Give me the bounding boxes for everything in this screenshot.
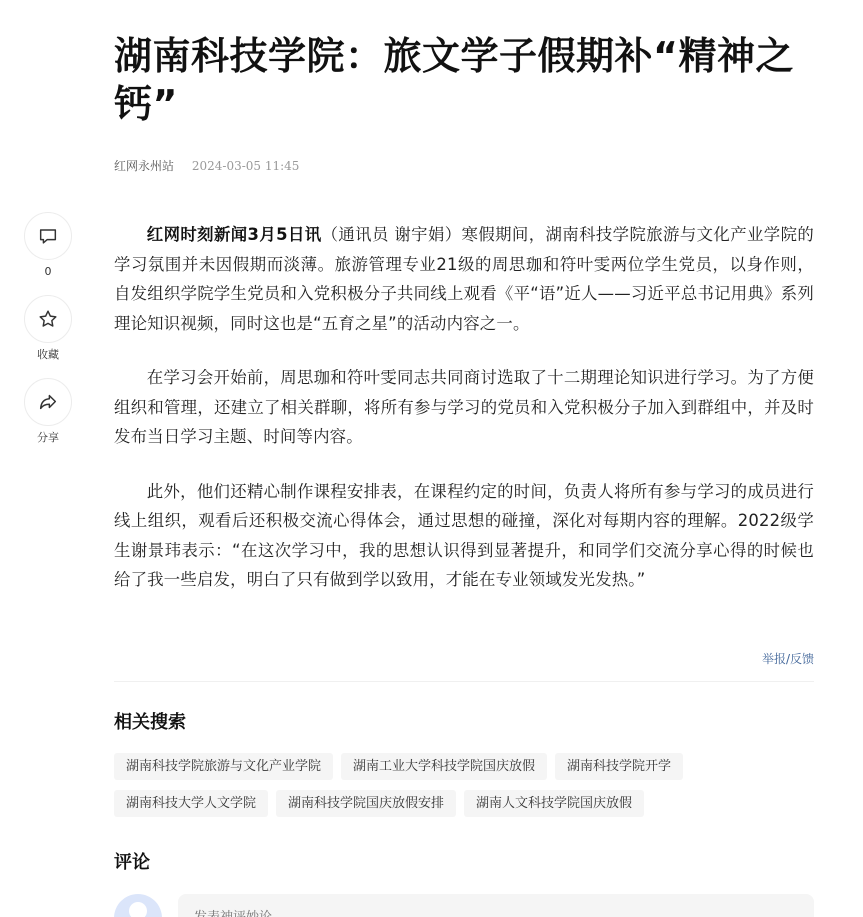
favorite-label: 收藏 <box>37 348 59 361</box>
comment-button[interactable] <box>24 212 72 260</box>
article-title: 湖南科技学院：旅文学子假期补“精神之钙” <box>114 34 794 126</box>
article-paragraph <box>114 220 814 338</box>
favorite-button[interactable] <box>24 295 72 343</box>
article-source[interactable]: 红网永州站 <box>114 159 175 173</box>
comment-action[interactable] <box>24 212 72 279</box>
article-lead: 红网时刻新闻3月5日讯 <box>146 225 322 244</box>
article-meta <box>114 157 299 175</box>
avatar <box>114 894 162 917</box>
related-search-tag[interactable]: 湖南科技学院国庆放假安排 <box>276 790 456 817</box>
article-time: 2024-03-05 11:45 <box>191 159 300 173</box>
star-icon <box>37 308 59 330</box>
comment-count: 0 <box>44 265 52 278</box>
article-paragraph-text: （通讯员 谢宇娟）寒假期间，湖南科技学院旅游与文化产业学院的学习氛围并未因假期而淡薄。旅游管理专业21级的周思珈和符叶雯两位学生党员，以身作则，自发组织学院学生党员和入党积极分子共同线上观看《平“语”近人——习近平总书记用典》系列理论知识视频，同时这也是“五育之星”的活动内容之一。 <box>114 225 814 333</box>
article-body <box>114 220 814 620</box>
comments-title: 评论 <box>114 852 150 873</box>
section-divider <box>114 681 814 682</box>
favorite-action[interactable] <box>24 295 72 362</box>
related-search-tag[interactable]: 湖南科技大学人文学院 <box>114 790 268 817</box>
share-action[interactable] <box>24 378 72 445</box>
comment-input[interactable] <box>178 894 814 917</box>
related-search-tag[interactable]: 湖南工业大学科技学院国庆放假 <box>341 753 547 780</box>
related-search-title: 相关搜索 <box>114 712 186 733</box>
side-action-bar <box>24 212 72 461</box>
related-search-tag[interactable]: 湖南科技学院旅游与文化产业学院 <box>114 753 333 780</box>
share-label: 分享 <box>37 431 59 444</box>
comment-bubble-icon <box>37 225 59 247</box>
share-button[interactable] <box>24 378 72 426</box>
related-search-tag[interactable]: 湖南人文科技学院国庆放假 <box>464 790 644 817</box>
article-paragraph: 此外，他们还精心制作课程安排表，在课程约定的时间，负责人将所有参与学习的成员进行线上组织，观看后还积极交流心得体会，通过思想的碰撞，深化对每期内容的理解。2022级学生谢景玮表示：“在这次学习中，我的思想认识得到显著提升，和同学们交流分享心得的时候也给了我一些启发，明白了只有做到学以致用，才能在专业领域发光发热。” <box>114 481 814 589</box>
avatar-head-icon <box>129 902 147 917</box>
related-search-tags <box>114 753 824 817</box>
share-arrow-icon <box>37 391 59 413</box>
related-search-tag[interactable]: 湖南科技学院开学 <box>555 753 683 780</box>
report-feedback-link[interactable]: 举报/反馈 <box>761 652 814 666</box>
article-paragraph: 在学习会开始前，周思珈和符叶雯同志共同商讨选取了十二期理论知识进行学习。为了方便组织和管理，还建立了相关群聊，将所有参与学习的党员和入党积极分子加入到群组中，并及时发布当日学习主题、时间等内容。 <box>114 368 814 446</box>
